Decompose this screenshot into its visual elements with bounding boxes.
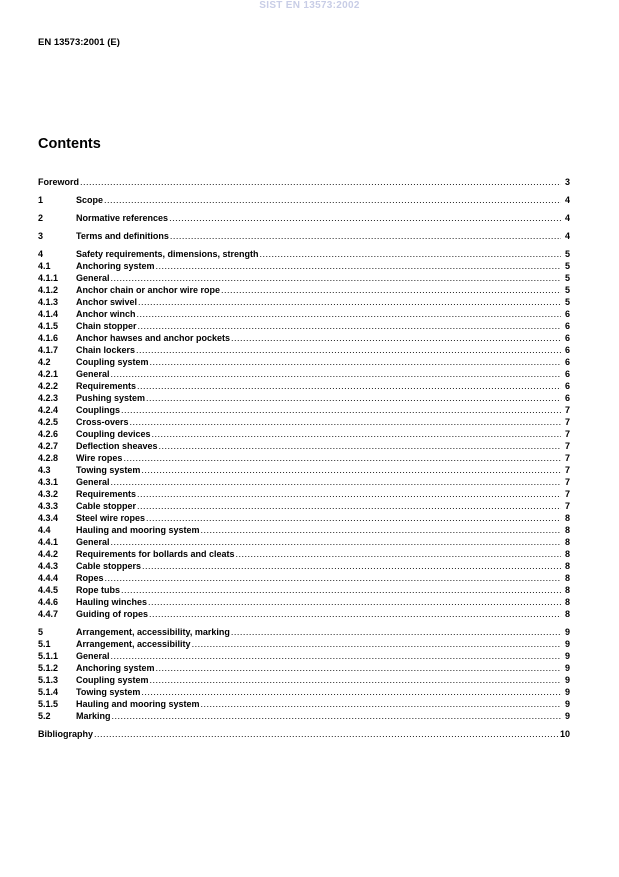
toc-entry[interactable] (38, 512, 570, 524)
toc-leader-dots (104, 194, 561, 206)
toc-entry-title: Guiding of ropes (76, 609, 148, 619)
toc-entry[interactable] (38, 650, 570, 662)
toc-entry[interactable] (38, 584, 570, 596)
toc-entry-page: 7 (564, 405, 570, 415)
toc-entry-page: 7 (564, 417, 570, 427)
toc-entry-page: 9 (564, 711, 570, 721)
toc-entry-title: Pushing system (76, 393, 146, 403)
toc-entry-page: 6 (564, 321, 570, 331)
toc-entry-title: Bibliography (38, 729, 94, 739)
toc-leader-dots (136, 344, 561, 356)
toc-entry[interactable] (38, 662, 570, 674)
toc-entry-title: Rope tubs (76, 585, 120, 595)
toc-entry-number: 4.3.1 (38, 477, 59, 487)
toc-entry-number: 4.2.3 (38, 393, 59, 403)
toc-entry-page: 6 (564, 333, 570, 343)
toc-entry-page: 6 (564, 357, 570, 367)
toc-entry-page: 6 (564, 309, 570, 319)
toc-entry-page: 6 (564, 345, 570, 355)
toc-entry-title: Wire ropes (76, 453, 123, 463)
toc-entry-number: 5.1.3 (38, 675, 59, 685)
toc-entry-title: Cable stoppers (76, 561, 142, 571)
toc-entry-title: Cable stopper (76, 501, 137, 511)
toc-leader-dots (236, 548, 561, 560)
toc-leader-dots (201, 698, 561, 710)
toc-entry[interactable] (38, 440, 570, 452)
toc-entry[interactable] (38, 608, 570, 620)
toc-entry-number: 4.2.7 (38, 441, 59, 451)
toc-leader-dots (156, 662, 561, 674)
toc-entry-page: 6 (564, 393, 570, 403)
toc-leader-dots (138, 296, 561, 308)
toc-entry-title: General (76, 537, 110, 547)
toc-entry-number: 5.1.1 (38, 651, 59, 661)
toc-entry-page: 9 (564, 639, 570, 649)
toc-leader-dots (152, 428, 561, 440)
toc-entry-number: 4.4 (38, 525, 51, 535)
toc-leader-dots (111, 650, 561, 662)
toc-entry[interactable] (38, 248, 570, 260)
toc-entry-title: Ropes (76, 573, 104, 583)
toc-entry-page: 4 (564, 213, 570, 223)
toc-leader-dots (137, 500, 561, 512)
toc-entry-page: 5 (564, 261, 570, 271)
toc-leader-dots (156, 260, 561, 272)
toc-entry-number: 4.1.1 (38, 273, 59, 283)
toc-entry-number: 5.1.5 (38, 699, 59, 709)
toc-entry-page: 9 (564, 627, 570, 637)
toc-entry-number: 4.4.7 (38, 609, 59, 619)
toc-entry-title: Coupling system (76, 675, 149, 685)
toc-entry-title: Chain lockers (76, 345, 136, 355)
toc-entry-number: 4.2.1 (38, 369, 59, 379)
toc-leader-dots (231, 332, 561, 344)
toc-leader-dots (159, 440, 561, 452)
toc-entry-number: 5.1 (38, 639, 51, 649)
toc-entry-number: 4 (38, 249, 44, 259)
toc-entry[interactable] (38, 626, 570, 638)
toc-entry-number: 4.2.8 (38, 453, 59, 463)
toc-entry-page: 7 (564, 465, 570, 475)
toc-entry-number: 5 (38, 627, 44, 637)
toc-leader-dots (141, 464, 561, 476)
toc-leader-dots (170, 230, 561, 242)
toc-entry-page: 9 (564, 651, 570, 661)
toc-entry[interactable] (38, 284, 570, 296)
toc-entry[interactable] (38, 536, 570, 548)
toc-leader-dots (111, 476, 561, 488)
toc-leader-dots (137, 488, 561, 500)
toc-entry[interactable] (38, 404, 570, 416)
toc-leader-dots (146, 392, 561, 404)
toc-leader-dots (121, 404, 561, 416)
toc-entry-title: Hauling and mooring system (76, 525, 200, 535)
toc-entry-title: Scope (76, 195, 104, 205)
toc-leader-dots (112, 710, 561, 722)
toc-entry[interactable] (38, 488, 570, 500)
toc-entry[interactable] (38, 260, 570, 272)
toc-entry[interactable] (38, 176, 570, 188)
toc-entry[interactable] (38, 308, 570, 320)
toc-entry-number: 4.4.6 (38, 597, 59, 607)
toc-entry-title: Requirements for bollards and cleats (76, 549, 235, 559)
toc-entry-title: Hauling winches (76, 597, 148, 607)
toc-entry[interactable] (38, 638, 570, 650)
toc-entry-number: 4.3 (38, 465, 51, 475)
toc-entry[interactable] (38, 332, 570, 344)
toc-entry[interactable] (38, 548, 570, 560)
toc-entry[interactable] (38, 428, 570, 440)
toc-entry-number: 5.2 (38, 711, 51, 721)
toc-entry-number: 5.1.4 (38, 687, 59, 697)
toc-entry-number: 5.1.2 (38, 663, 59, 673)
toc-leader-dots (201, 524, 561, 536)
toc-entry-number: 4.3.4 (38, 513, 59, 523)
toc-leader-dots (130, 416, 561, 428)
toc-entry-page: 9 (564, 699, 570, 709)
toc-entry-title: Hauling and mooring system (76, 699, 200, 709)
toc-leader-dots (146, 512, 561, 524)
toc-entry-page: 4 (564, 231, 570, 241)
toc-entry-title: Foreword (38, 177, 80, 187)
toc-leader-dots (142, 560, 561, 572)
toc-entry-title: Normative references (76, 213, 169, 223)
toc-leader-dots (111, 536, 561, 548)
toc-entry-number: 4.2.4 (38, 405, 59, 415)
toc-leader-dots (137, 380, 561, 392)
toc-entry-number: 4.1.2 (38, 285, 59, 295)
toc-entry[interactable] (38, 392, 570, 404)
toc-entry[interactable] (38, 500, 570, 512)
toc-entry-page: 8 (564, 585, 570, 595)
toc-entry-title: Requirements (76, 489, 137, 499)
toc-entry-title: Arrangement, accessibility (76, 639, 191, 649)
table-of-contents (38, 176, 570, 740)
toc-entry[interactable] (38, 344, 570, 356)
toc-entry[interactable] (38, 710, 570, 722)
toc-entry[interactable] (38, 272, 570, 284)
toc-leader-dots (111, 272, 561, 284)
toc-entry-page: 9 (564, 675, 570, 685)
toc-entry[interactable] (38, 476, 570, 488)
toc-leader-dots (260, 248, 561, 260)
toc-entry-number: 4.1.5 (38, 321, 59, 331)
toc-entry[interactable] (38, 380, 570, 392)
toc-entry-number: 4.2 (38, 357, 51, 367)
toc-leader-dots (150, 674, 561, 686)
toc-leader-dots (111, 368, 561, 380)
toc-entry-page: 7 (564, 441, 570, 451)
toc-entry[interactable] (38, 572, 570, 584)
toc-entry-title: Anchor winch (76, 309, 136, 319)
toc-entry[interactable] (38, 560, 570, 572)
toc-entry[interactable] (38, 212, 570, 224)
toc-entry-number: 4.4.2 (38, 549, 59, 559)
toc-leader-dots (123, 452, 561, 464)
toc-entry[interactable] (38, 368, 570, 380)
toc-entry[interactable] (38, 674, 570, 686)
toc-leader-dots (221, 284, 561, 296)
toc-entry[interactable] (38, 452, 570, 464)
toc-entry-page: 8 (564, 609, 570, 619)
toc-entry-number: 4.4.5 (38, 585, 59, 595)
toc-entry[interactable] (38, 194, 570, 206)
toc-leader-dots (137, 308, 561, 320)
toc-entry[interactable] (38, 728, 570, 740)
toc-entry-page: 10 (559, 729, 570, 739)
toc-entry-title: Terms and definitions (76, 231, 169, 241)
toc-entry-title: General (76, 369, 110, 379)
toc-entry-number: 4.3.3 (38, 501, 59, 511)
toc-leader-dots (141, 686, 561, 698)
toc-entry-page: 9 (564, 687, 570, 697)
toc-entry-page: 8 (564, 597, 570, 607)
toc-entry-page: 8 (564, 549, 570, 559)
toc-entry[interactable] (38, 464, 570, 476)
toc-entry-title: Coupling devices (76, 429, 151, 439)
toc-entry-title: Anchor chain or anchor wire rope (76, 285, 221, 295)
toc-entry-page: 9 (564, 663, 570, 673)
toc-entry-number: 3 (38, 231, 44, 241)
toc-entry[interactable] (38, 596, 570, 608)
toc-entry-title: Steel wire ropes (76, 513, 146, 523)
toc-leader-dots (148, 596, 561, 608)
toc-entry-number: 4.2.5 (38, 417, 59, 427)
toc-entry-page: 8 (564, 513, 570, 523)
toc-entry-page: 7 (564, 453, 570, 463)
toc-entry-title: Safety requirements, dimensions, strength (76, 249, 259, 259)
toc-entry-number: 4.1 (38, 261, 51, 271)
toc-entry-title: Cross-overs (76, 417, 129, 427)
toc-entry-number: 4.2.2 (38, 381, 59, 391)
toc-entry-page: 7 (564, 429, 570, 439)
toc-entry-title: General (76, 477, 110, 487)
toc-entry-title: General (76, 273, 110, 283)
toc-entry-number: 4.3.2 (38, 489, 59, 499)
toc-entry-number: 4.1.3 (38, 297, 59, 307)
toc-leader-dots (80, 176, 561, 188)
toc-entry-page: 7 (564, 501, 570, 511)
toc-entry-page: 3 (564, 177, 570, 187)
toc-entry-page: 8 (564, 573, 570, 583)
toc-entry-title: Marking (76, 711, 111, 721)
toc-leader-dots (231, 626, 561, 638)
toc-entry-number: 4.4.1 (38, 537, 59, 547)
toc-entry-title: Towing system (76, 465, 141, 475)
toc-entry-number: 4.4.4 (38, 573, 59, 583)
toc-entry-page: 6 (564, 369, 570, 379)
toc-entry[interactable] (38, 416, 570, 428)
toc-entry-title: General (76, 651, 110, 661)
toc-entry-number: 4.2.6 (38, 429, 59, 439)
toc-entry[interactable] (38, 698, 570, 710)
page-title: Contents (38, 136, 101, 152)
toc-leader-dots (121, 584, 561, 596)
toc-entry[interactable] (38, 296, 570, 308)
toc-leader-dots (150, 356, 561, 368)
toc-entry-page: 8 (564, 537, 570, 547)
toc-entry-title: Requirements (76, 381, 137, 391)
toc-entry-page: 7 (564, 489, 570, 499)
toc-entry[interactable] (38, 686, 570, 698)
toc-entry-number: 2 (38, 213, 44, 223)
toc-leader-dots (192, 638, 561, 650)
toc-entry-page: 8 (564, 525, 570, 535)
toc-entry-page: 5 (564, 297, 570, 307)
toc-entry-title: Couplings (76, 405, 120, 415)
toc-entry-page: 5 (564, 249, 570, 259)
toc-leader-dots (138, 320, 561, 332)
toc-entry-title: Deflection sheaves (76, 441, 158, 451)
toc-entry-number: 4.1.7 (38, 345, 59, 355)
toc-entry[interactable] (38, 230, 570, 242)
toc-leader-dots (149, 608, 561, 620)
toc-entry-page: 8 (564, 561, 570, 571)
toc-entry-title: Anchor swivel (76, 297, 138, 307)
toc-entry-title: Anchoring system (76, 663, 155, 673)
toc-leader-dots (94, 728, 559, 740)
toc-entry-page: 7 (564, 477, 570, 487)
toc-entry-number: 1 (38, 195, 44, 205)
document-id: EN 13573:2001 (E) (38, 37, 120, 48)
toc-leader-dots (169, 212, 561, 224)
toc-entry-page: 5 (564, 273, 570, 283)
toc-entry-title: Towing system (76, 687, 141, 697)
toc-entry-title: Arrangement, accessibility, marking (76, 627, 230, 637)
toc-entry[interactable] (38, 320, 570, 332)
toc-entry-page: 6 (564, 381, 570, 391)
toc-entry-page: 4 (564, 195, 570, 205)
watermark-header: SIST EN 13573:2002 (259, 0, 360, 11)
toc-entry[interactable] (38, 524, 570, 536)
toc-entry-page: 5 (564, 285, 570, 295)
toc-entry[interactable] (38, 356, 570, 368)
toc-entry-number: 4.1.4 (38, 309, 59, 319)
toc-entry-title: Chain stopper (76, 321, 137, 331)
toc-entry-title: Anchoring system (76, 261, 155, 271)
toc-entry-title: Coupling system (76, 357, 149, 367)
toc-entry-title: Anchor hawses and anchor pockets (76, 333, 231, 343)
toc-leader-dots (105, 572, 561, 584)
toc-entry-number: 4.1.6 (38, 333, 59, 343)
toc-entry-number: 4.4.3 (38, 561, 59, 571)
